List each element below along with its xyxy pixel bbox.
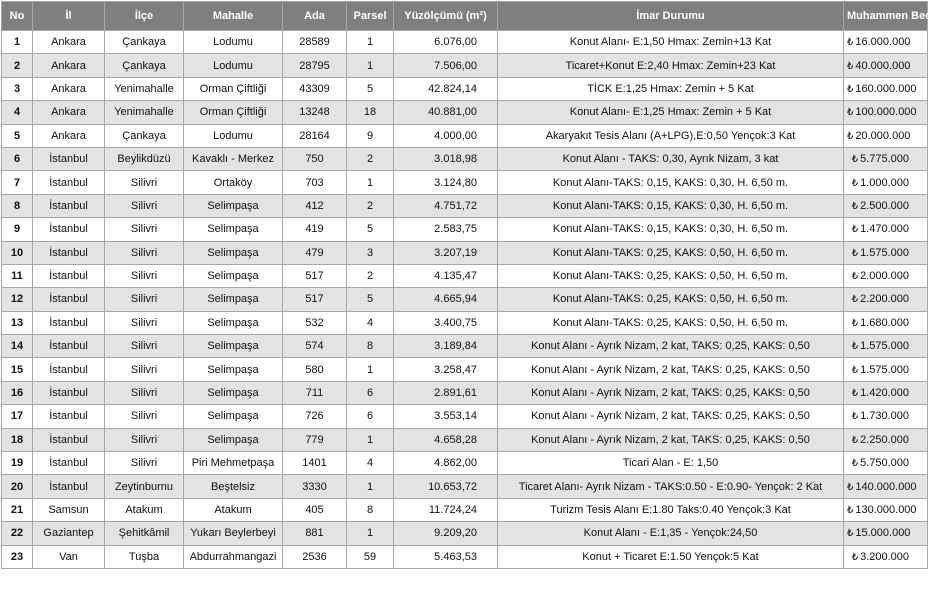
cell-ilce: Zeytinburnu bbox=[105, 475, 184, 498]
cell-no: 7 bbox=[2, 171, 33, 194]
cell-il: Ankara bbox=[33, 124, 105, 147]
table-header bbox=[2, 2, 941, 31]
cell-parsel: 1 bbox=[347, 31, 394, 54]
table-row bbox=[2, 545, 928, 568]
cell-il: Ankara bbox=[33, 77, 105, 100]
cell-ilce: Silivri bbox=[105, 171, 184, 194]
cell-parsel: 4 bbox=[347, 452, 394, 475]
cell-ada: 43309 bbox=[283, 77, 347, 100]
cell-ilce: Silivri bbox=[105, 358, 184, 381]
cell-ada: 28164 bbox=[283, 124, 347, 147]
lira-icon: ₺ bbox=[847, 37, 854, 49]
cell-imar: Konut Alanı - Ayrık Nizam, 2 kat, TAKS: 0,25, KAKS: 0,50 bbox=[498, 405, 844, 428]
lira-icon: ₺ bbox=[847, 528, 854, 540]
cell-no: 17 bbox=[2, 405, 33, 428]
cell-bedel bbox=[844, 545, 928, 568]
price-value: 2.250.000 bbox=[860, 433, 909, 446]
cell-parsel: 3 bbox=[347, 241, 394, 264]
cell-no: 8 bbox=[2, 194, 33, 217]
lira-icon: ₺ bbox=[847, 481, 854, 493]
cell-imar: Konut Alanı-TAKS: 0,25, KAKS: 0,50, H. 6,50 m. bbox=[498, 241, 844, 264]
table-row bbox=[2, 194, 928, 217]
cell-parsel: 6 bbox=[347, 405, 394, 428]
lira-icon: ₺ bbox=[851, 154, 859, 166]
cell-mahalle: Selimpaşa bbox=[184, 335, 283, 358]
lira-icon: ₺ bbox=[851, 294, 859, 306]
cell-imar: Konut Alanı - Ayrık Nizam, 2 kat, TAKS: 0,25, KAKS: 0,50 bbox=[498, 381, 844, 404]
price-value: 1.575.000 bbox=[860, 246, 909, 259]
price-value: 1.575.000 bbox=[860, 363, 909, 376]
cell-yuzolcumu: 42.824,14 bbox=[394, 77, 498, 100]
cell-mahalle: Selimpaşa bbox=[184, 381, 283, 404]
cell-bedel bbox=[844, 358, 928, 381]
cell-ilce: Silivri bbox=[105, 264, 184, 287]
cell-imar: Ticaret+Konut E:2,40 Hmax: Zemin+23 Kat bbox=[498, 54, 844, 77]
price-value: 2.000.000 bbox=[860, 270, 909, 283]
cell-ilce: Silivri bbox=[105, 452, 184, 475]
cell-bedel bbox=[844, 288, 928, 311]
cell-mahalle: Lodumu bbox=[184, 124, 283, 147]
cell-yuzolcumu: 4.665,94 bbox=[394, 288, 498, 311]
cell-no: 5 bbox=[2, 124, 33, 147]
cell-il: İstanbul bbox=[33, 264, 105, 287]
table-row bbox=[2, 31, 928, 54]
price-value: 1.680.000 bbox=[860, 316, 909, 329]
cell-no: 21 bbox=[2, 498, 33, 521]
cell-il: İstanbul bbox=[33, 218, 105, 241]
cell-mahalle: Abdurrahmangazi bbox=[184, 545, 283, 568]
cell-mahalle: Piri Mehmetpaşa bbox=[184, 452, 283, 475]
cell-il: İstanbul bbox=[33, 335, 105, 358]
cell-mahalle: Yukarı Beylerbeyi bbox=[184, 522, 283, 545]
cell-imar: Konut + Ticaret E:1.50 Yençok:5 Kat bbox=[498, 545, 844, 568]
cell-imar: Konut Alanı - Ayrık Nizam, 2 kat, TAKS: 0,25, KAKS: 0,50 bbox=[498, 335, 844, 358]
price-value: 5.750.000 bbox=[860, 457, 909, 470]
cell-ada: 881 bbox=[283, 522, 347, 545]
cell-bedel bbox=[844, 405, 928, 428]
cell-parsel: 1 bbox=[347, 358, 394, 381]
cell-imar: Konut Alanı - Ayrık Nizam, 2 kat, TAKS: 0,25, KAKS: 0,50 bbox=[498, 428, 844, 451]
cell-il: Ankara bbox=[33, 31, 105, 54]
header-bedel: Muhammen Bedel bbox=[844, 2, 928, 31]
cell-imar: Konut Alanı-TAKS: 0,25, KAKS: 0,50, H. 6,50 m. bbox=[498, 311, 844, 334]
lira-icon: ₺ bbox=[851, 411, 859, 423]
cell-il: İstanbul bbox=[33, 405, 105, 428]
cell-il: İstanbul bbox=[33, 147, 105, 170]
lira-icon: ₺ bbox=[851, 177, 859, 189]
cell-mahalle: Orman Çiftliği bbox=[184, 101, 283, 124]
price-value: 2.500.000 bbox=[860, 199, 909, 212]
header-mahalle: Mahalle bbox=[184, 2, 283, 31]
property-table bbox=[1, 1, 941, 569]
cell-ilce: Yenimahalle bbox=[105, 77, 184, 100]
lira-icon: ₺ bbox=[847, 107, 854, 119]
cell-bedel bbox=[844, 452, 928, 475]
cell-il: Gaziantep bbox=[33, 522, 105, 545]
lira-icon: ₺ bbox=[847, 505, 854, 516]
table-row bbox=[2, 381, 928, 404]
cell-ada: 2536 bbox=[283, 545, 347, 568]
cell-il: Ankara bbox=[33, 101, 105, 124]
table-row bbox=[2, 452, 928, 475]
cell-imar: Konut Alanı-TAKS: 0,15, KAKS: 0,30, H. 6,50 m. bbox=[498, 171, 844, 194]
cell-yuzolcumu: 3.553,14 bbox=[394, 405, 498, 428]
header-yuzolcumu: Yüzölçümü (m²) bbox=[394, 2, 498, 31]
cell-imar: Konut Alanı - E:1,35 - Yençok:24,50 bbox=[498, 522, 844, 545]
cell-imar: Konut Alanı-TAKS: 0,15, KAKS: 0,30, H. 6,50 m. bbox=[498, 218, 844, 241]
table-row bbox=[2, 264, 928, 287]
table-row bbox=[2, 241, 928, 264]
cell-il: İstanbul bbox=[33, 241, 105, 264]
table-row bbox=[2, 522, 928, 545]
cell-bedel bbox=[844, 31, 928, 54]
header-ada: Ada bbox=[283, 2, 347, 31]
cell-parsel: 2 bbox=[347, 264, 394, 287]
table-row bbox=[2, 101, 928, 124]
cell-bedel bbox=[844, 124, 928, 147]
cell-ilce: Atakum bbox=[105, 498, 184, 521]
cell-mahalle: Kavaklı - Merkez bbox=[184, 147, 283, 170]
cell-ilce: Tuşba bbox=[105, 545, 184, 568]
cell-ilce: Silivri bbox=[105, 194, 184, 217]
header-ilce: İlçe bbox=[105, 2, 184, 31]
table-row bbox=[2, 311, 928, 334]
cell-parsel: 6 bbox=[347, 381, 394, 404]
cell-ilce: Silivri bbox=[105, 405, 184, 428]
cell-parsel: 1 bbox=[347, 475, 394, 498]
cell-ada: 13248 bbox=[283, 101, 347, 124]
lira-icon: ₺ bbox=[851, 271, 859, 283]
price-value: 16.000.000 bbox=[855, 36, 911, 49]
cell-ilce: Silivri bbox=[105, 428, 184, 451]
cell-yuzolcumu: 4.862,00 bbox=[394, 452, 498, 475]
lira-icon: ₺ bbox=[851, 551, 859, 563]
cell-yuzolcumu: 2.891,61 bbox=[394, 381, 498, 404]
cell-parsel: 9 bbox=[347, 124, 394, 147]
cell-parsel: 1 bbox=[347, 54, 394, 77]
cell-yuzolcumu: 4.658,28 bbox=[394, 428, 498, 451]
cell-ada: 3330 bbox=[283, 475, 347, 498]
cell-no: 12 bbox=[2, 288, 33, 311]
cell-bedel bbox=[844, 335, 928, 358]
cell-mahalle: Lodumu bbox=[184, 54, 283, 77]
header-il: İl bbox=[33, 2, 105, 31]
cell-mahalle: Atakum bbox=[184, 498, 283, 521]
cell-yuzolcumu: 10.653,72 bbox=[394, 475, 498, 498]
lira-icon: ₺ bbox=[851, 317, 859, 329]
cell-bedel bbox=[844, 171, 928, 194]
lira-icon: ₺ bbox=[847, 60, 854, 72]
cell-bedel bbox=[844, 218, 928, 241]
table-row bbox=[2, 498, 928, 521]
cell-ada: 703 bbox=[283, 171, 347, 194]
cell-il: İstanbul bbox=[33, 475, 105, 498]
cell-imar: Konut Alanı - Ayrık Nizam, 2 kat, TAKS: 0,25, KAKS: 0,50 bbox=[498, 358, 844, 381]
cell-yuzolcumu: 4.000,00 bbox=[394, 124, 498, 147]
cell-no: 18 bbox=[2, 428, 33, 451]
cell-mahalle: Lodumu bbox=[184, 31, 283, 54]
cell-ada: 1401 bbox=[283, 452, 347, 475]
cell-imar: Akaryakıt Tesis Alanı (A+LPG),E:0,50 Yençok:3 Kat bbox=[498, 124, 844, 147]
cell-ilce: Beylikdüzü bbox=[105, 147, 184, 170]
cell-bedel bbox=[844, 428, 928, 451]
cell-ilce: Çankaya bbox=[105, 54, 184, 77]
cell-yuzolcumu: 3.189,84 bbox=[394, 335, 498, 358]
cell-ada: 479 bbox=[283, 241, 347, 264]
cell-imar: Ticari Alan - E: 1,50 bbox=[498, 452, 844, 475]
cell-mahalle: Selimpaşa bbox=[184, 218, 283, 241]
cell-ada: 750 bbox=[283, 147, 347, 170]
cell-parsel: 1 bbox=[347, 428, 394, 451]
cell-parsel: 5 bbox=[347, 77, 394, 100]
cell-ada: 711 bbox=[283, 381, 347, 404]
cell-parsel: 4 bbox=[347, 311, 394, 334]
price-value: 160.000.000 bbox=[855, 82, 917, 95]
cell-ilce: Çankaya bbox=[105, 124, 184, 147]
cell-no: 16 bbox=[2, 381, 33, 404]
cell-bedel bbox=[844, 498, 928, 521]
cell-mahalle: Selimpaşa bbox=[184, 264, 283, 287]
cell-no: 2 bbox=[2, 54, 33, 77]
cell-parsel: 2 bbox=[347, 147, 394, 170]
lira-icon: ₺ bbox=[847, 83, 854, 95]
cell-bedel bbox=[844, 77, 928, 100]
header-no: No bbox=[2, 2, 33, 31]
lira-icon: ₺ bbox=[851, 247, 859, 259]
lira-icon: ₺ bbox=[851, 200, 859, 212]
cell-imar: Ticaret Alanı- Ayrık Nizam - TAKS:0.50 - E:0.90- Yençok: 2 Kat bbox=[498, 475, 844, 498]
cell-parsel: 18 bbox=[347, 101, 394, 124]
cell-mahalle: Ortaköy bbox=[184, 171, 283, 194]
price-value: 1.470.000 bbox=[860, 223, 909, 236]
cell-no: 10 bbox=[2, 241, 33, 264]
cell-bedel bbox=[844, 311, 928, 334]
cell-no: 19 bbox=[2, 452, 33, 475]
cell-mahalle: Selimpaşa bbox=[184, 405, 283, 428]
table-row bbox=[2, 288, 928, 311]
cell-no: 15 bbox=[2, 358, 33, 381]
cell-bedel bbox=[844, 194, 928, 217]
cell-parsel: 8 bbox=[347, 335, 394, 358]
price-value: 1.420.000 bbox=[860, 387, 909, 400]
cell-mahalle: Selimpaşa bbox=[184, 358, 283, 381]
cell-no: 1 bbox=[2, 31, 33, 54]
cell-yuzolcumu: 3.258,47 bbox=[394, 358, 498, 381]
cell-yuzolcumu: 9.209,20 bbox=[394, 522, 498, 545]
cell-yuzolcumu: 3.207,19 bbox=[394, 241, 498, 264]
cell-imar: Konut Alanı- E:1,50 Hmax: Zemin+13 Kat bbox=[498, 31, 844, 54]
header-parsel: Parsel bbox=[347, 2, 394, 31]
lira-icon: ₺ bbox=[851, 388, 859, 400]
cell-il: Van bbox=[33, 545, 105, 568]
cell-yuzolcumu: 3.124,80 bbox=[394, 171, 498, 194]
price-value: 1.000.000 bbox=[860, 176, 909, 189]
cell-ilce: Silivri bbox=[105, 288, 184, 311]
table-row bbox=[2, 335, 928, 358]
lira-icon: ₺ bbox=[851, 224, 859, 236]
cell-mahalle: Selimpaşa bbox=[184, 288, 283, 311]
price-value: 3.200.000 bbox=[860, 550, 909, 563]
cell-no: 9 bbox=[2, 218, 33, 241]
cell-ilce: Silivri bbox=[105, 381, 184, 404]
cell-il: Samsun bbox=[33, 498, 105, 521]
cell-yuzolcumu: 5.463,53 bbox=[394, 545, 498, 568]
cell-ada: 574 bbox=[283, 335, 347, 358]
cell-no: 22 bbox=[2, 522, 33, 545]
cell-no: 6 bbox=[2, 147, 33, 170]
cell-il: Ankara bbox=[33, 54, 105, 77]
table-row bbox=[2, 124, 928, 147]
cell-imar: Konut Alanı- E:1,25 Hmax: Zemin + 5 Kat bbox=[498, 101, 844, 124]
price-value: 140.000.000 bbox=[855, 480, 917, 493]
cell-ilce: Çankaya bbox=[105, 31, 184, 54]
cell-imar: Konut Alanı - TAKS: 0,30, Ayrık Nizam, 3 kat bbox=[498, 147, 844, 170]
price-value: 15.000.000 bbox=[855, 527, 911, 540]
cell-ilce: Yenimahalle bbox=[105, 101, 184, 124]
cell-imar: Konut Alanı-TAKS: 0,25, KAKS: 0,50, H. 6,50 m. bbox=[498, 288, 844, 311]
cell-mahalle: Selimpaşa bbox=[184, 428, 283, 451]
table-row bbox=[2, 475, 928, 498]
cell-parsel: 1 bbox=[347, 522, 394, 545]
cell-ada: 517 bbox=[283, 288, 347, 311]
cell-no: 3 bbox=[2, 77, 33, 100]
cell-ada: 779 bbox=[283, 428, 347, 451]
cell-yuzolcumu: 7.506,00 bbox=[394, 54, 498, 77]
cell-yuzolcumu: 4.135,47 bbox=[394, 264, 498, 287]
cell-ada: 419 bbox=[283, 218, 347, 241]
cell-mahalle: Selimpaşa bbox=[184, 194, 283, 217]
cell-il: İstanbul bbox=[33, 381, 105, 404]
table-row bbox=[2, 405, 928, 428]
cell-il: İstanbul bbox=[33, 288, 105, 311]
cell-bedel bbox=[844, 475, 928, 498]
cell-ada: 28589 bbox=[283, 31, 347, 54]
cell-parsel: 1 bbox=[347, 171, 394, 194]
cell-ada: 412 bbox=[283, 194, 347, 217]
table-row bbox=[2, 147, 928, 170]
cell-il: İstanbul bbox=[33, 194, 105, 217]
cell-il: İstanbul bbox=[33, 358, 105, 381]
cell-ada: 532 bbox=[283, 311, 347, 334]
cell-yuzolcumu: 6.076,00 bbox=[394, 31, 498, 54]
lira-icon: ₺ bbox=[851, 458, 859, 470]
cell-mahalle: Selimpaşa bbox=[184, 311, 283, 334]
cell-bedel bbox=[844, 101, 928, 124]
cell-no: 20 bbox=[2, 475, 33, 498]
cell-parsel: 8 bbox=[347, 498, 394, 521]
cell-ada: 405 bbox=[283, 498, 347, 521]
table-row bbox=[2, 218, 928, 241]
table-row bbox=[2, 171, 928, 194]
price-value: 20.000.000 bbox=[855, 129, 911, 142]
cell-ada: 28795 bbox=[283, 54, 347, 77]
cell-il: İstanbul bbox=[33, 428, 105, 451]
cell-yuzolcumu: 3.400,75 bbox=[394, 311, 498, 334]
price-value: 2.200.000 bbox=[860, 293, 909, 306]
cell-parsel: 59 bbox=[347, 545, 394, 568]
cell-ada: 580 bbox=[283, 358, 347, 381]
cell-bedel bbox=[844, 147, 928, 170]
cell-ada: 726 bbox=[283, 405, 347, 428]
table-row bbox=[2, 428, 928, 451]
cell-bedel bbox=[844, 381, 928, 404]
lira-icon: ₺ bbox=[851, 341, 859, 353]
lira-icon: ₺ bbox=[847, 130, 854, 142]
cell-bedel bbox=[844, 522, 928, 545]
cell-ilce: Silivri bbox=[105, 218, 184, 241]
price-value: 1.575.000 bbox=[860, 340, 909, 353]
cell-bedel bbox=[844, 54, 928, 77]
cell-ada: 517 bbox=[283, 264, 347, 287]
price-value: 5.775.000 bbox=[860, 153, 909, 166]
cell-parsel: 5 bbox=[347, 288, 394, 311]
cell-il: İstanbul bbox=[33, 171, 105, 194]
cell-parsel: 2 bbox=[347, 194, 394, 217]
cell-yuzolcumu: 40.881,00 bbox=[394, 101, 498, 124]
cell-no: 4 bbox=[2, 101, 33, 124]
cell-imar: TİCK E:1,25 Hmax: Zemin + 5 Kat bbox=[498, 77, 844, 100]
cell-imar: Turizm Tesis Alanı E:1.80 Taks:0.40 Yençok:3 Kat bbox=[498, 498, 844, 521]
cell-mahalle: Orman Çiftliği bbox=[184, 77, 283, 100]
cell-ilce: Silivri bbox=[105, 311, 184, 334]
table-body bbox=[2, 31, 928, 569]
price-value: 1.730.000 bbox=[860, 410, 909, 423]
price-value: 40.000.000 bbox=[855, 59, 911, 72]
price-value: 100.000.000 bbox=[855, 106, 917, 119]
cell-no: 23 bbox=[2, 545, 33, 568]
cell-ilce: Şehitkâmil bbox=[105, 522, 184, 545]
cell-no: 14 bbox=[2, 335, 33, 358]
cell-parsel: 5 bbox=[347, 218, 394, 241]
lira-icon: ₺ bbox=[851, 434, 859, 446]
table-row bbox=[2, 54, 928, 77]
cell-no: 13 bbox=[2, 311, 33, 334]
cell-mahalle: Beştelsiz bbox=[184, 475, 283, 498]
header-imar: İmar Durumu bbox=[498, 2, 844, 31]
cell-bedel bbox=[844, 241, 928, 264]
table-row bbox=[2, 77, 928, 100]
cell-yuzolcumu: 4.751,72 bbox=[394, 194, 498, 217]
cell-imar: Konut Alanı-TAKS: 0,25, KAKS: 0,50, H. 6,50 m. bbox=[498, 264, 844, 287]
cell-ilce: Silivri bbox=[105, 335, 184, 358]
cell-yuzolcumu: 11.724,24 bbox=[394, 498, 498, 521]
cell-ilce: Silivri bbox=[105, 241, 184, 264]
cell-il: İstanbul bbox=[33, 452, 105, 475]
cell-imar: Konut Alanı-TAKS: 0,15, KAKS: 0,30, H. 6,50 m. bbox=[498, 194, 844, 217]
cell-bedel bbox=[844, 264, 928, 287]
cell-yuzolcumu: 3.018,98 bbox=[394, 147, 498, 170]
table-row bbox=[2, 358, 928, 381]
cell-mahalle: Selimpaşa bbox=[184, 241, 283, 264]
lira-icon: ₺ bbox=[851, 364, 859, 376]
price-value: 130.000.000 bbox=[855, 504, 917, 516]
cell-il: İstanbul bbox=[33, 311, 105, 334]
cell-yuzolcumu: 2.583,75 bbox=[394, 218, 498, 241]
cell-no: 11 bbox=[2, 264, 33, 287]
